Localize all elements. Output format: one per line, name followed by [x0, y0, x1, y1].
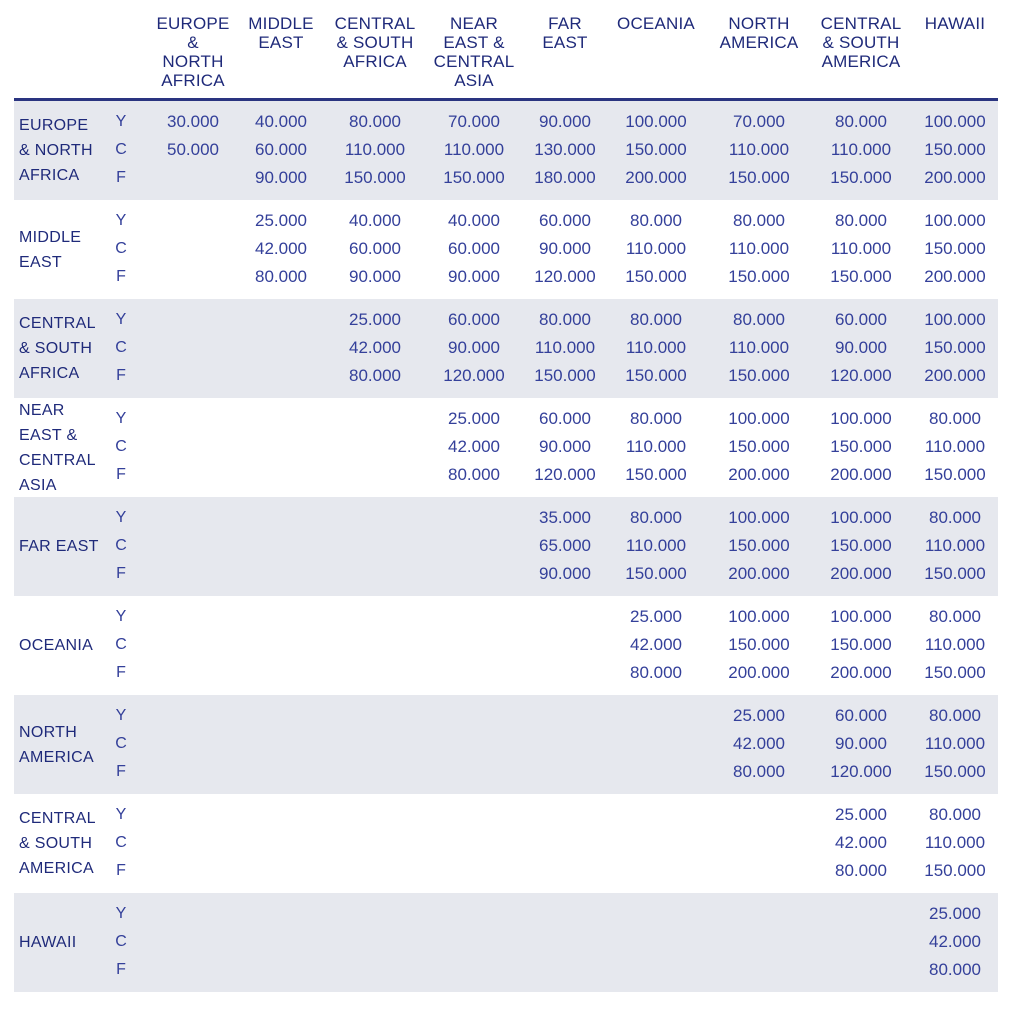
miles-value: 80.000	[835, 861, 887, 880]
column-header: CENTRAL & SOUTH AFRICA	[334, 14, 416, 71]
fare-class-label: Y	[115, 905, 127, 922]
miles-value: 150.000	[728, 536, 790, 555]
miles-value: 150.000	[830, 536, 892, 555]
miles-value: 110.000	[625, 239, 687, 258]
miles-value: 80.000	[539, 310, 591, 329]
miles-value: 90.000	[835, 734, 887, 753]
miles-value: 150.000	[728, 267, 790, 286]
miles-value: 80.000	[630, 508, 682, 527]
miles-value: 150.000	[625, 564, 687, 583]
miles-value: 42.000	[835, 833, 887, 852]
miles-value: 110.000	[924, 536, 986, 555]
miles-value: 60.000	[835, 706, 887, 725]
column-header: NORTH AMERICA	[719, 14, 799, 52]
miles-value: 42.000	[630, 635, 682, 654]
fare-class-label: F	[116, 763, 126, 780]
row-region-label: MIDDLE EAST	[19, 228, 82, 271]
miles-value: 80.000	[835, 211, 887, 230]
miles-value: 200.000	[728, 663, 790, 682]
miles-value: 40.000	[448, 211, 500, 230]
miles-value: 110.000	[728, 338, 790, 357]
miles-value: 65.000	[539, 536, 591, 555]
miles-value: 100.000	[625, 112, 687, 131]
miles-value: 200.000	[728, 564, 790, 583]
miles-value: 150.000	[830, 267, 892, 286]
miles-value: 25.000	[255, 211, 307, 230]
miles-value: 100.000	[728, 409, 790, 428]
miles-value: 200.000	[728, 465, 790, 484]
miles-value: 90.000	[539, 437, 591, 456]
miles-value: 110.000	[625, 536, 687, 555]
fare-class-label: F	[116, 268, 126, 285]
miles-value: 80.000	[349, 366, 401, 385]
miles-value: 90.000	[448, 338, 500, 357]
miles-value: 70.000	[448, 112, 500, 131]
row-region-label: NEAR EAST & CENTRAL ASIA	[19, 401, 96, 494]
miles-value: 200.000	[924, 267, 986, 286]
miles-value: 80.000	[630, 211, 682, 230]
miles-value: 150.000	[924, 663, 986, 682]
miles-value: 25.000	[630, 607, 682, 626]
miles-value: 90.000	[539, 564, 591, 583]
miles-value: 80.000	[255, 267, 307, 286]
fare-class-label: F	[116, 466, 126, 483]
miles-value: 150.000	[625, 366, 687, 385]
fare-class-label: F	[116, 862, 126, 879]
row-region-label: CENTRAL & SOUTH AMERICA	[19, 810, 96, 877]
miles-value: 80.000	[349, 112, 401, 131]
miles-value: 90.000	[835, 338, 887, 357]
fare-class-label: Y	[115, 410, 127, 427]
row-region-label: EUROPE & NORTH AFRICA	[19, 117, 93, 184]
miles-value: 50.000	[167, 140, 219, 159]
fare-class-label: F	[116, 565, 126, 582]
fare-class-label: Y	[115, 806, 127, 823]
row-region-label: NORTH AMERICA	[19, 723, 94, 766]
fare-class-label: Y	[115, 113, 127, 130]
miles-value: 120.000	[443, 366, 505, 385]
miles-value: 90.000	[539, 112, 591, 131]
miles-value: 150.000	[344, 168, 406, 187]
fare-class-label: Y	[115, 311, 127, 328]
miles-value: 200.000	[830, 663, 892, 682]
miles-value: 110.000	[625, 338, 687, 357]
row-region-label: FAR EAST	[19, 538, 99, 555]
fare-class-label: C	[115, 735, 127, 752]
miles-value: 80.000	[448, 465, 500, 484]
miles-value: 200.000	[830, 564, 892, 583]
miles-value: 100.000	[728, 607, 790, 626]
miles-value: 150.000	[830, 635, 892, 654]
miles-value: 100.000	[924, 310, 986, 329]
miles-value: 80.000	[630, 409, 682, 428]
miles-value: 150.000	[924, 465, 986, 484]
miles-value: 200.000	[625, 168, 687, 187]
fare-class-label: Y	[115, 707, 127, 724]
miles-value: 150.000	[830, 168, 892, 187]
miles-value: 60.000	[835, 310, 887, 329]
fare-class-label: F	[116, 961, 126, 978]
miles-value: 70.000	[733, 112, 785, 131]
fare-class-label: C	[115, 339, 127, 356]
miles-value: 110.000	[625, 437, 687, 456]
miles-value: 100.000	[830, 409, 892, 428]
miles-value: 150.000	[534, 366, 596, 385]
miles-value: 60.000	[448, 310, 500, 329]
row-region-label: CENTRAL & SOUTH AFRICA	[19, 315, 96, 382]
miles-value: 150.000	[728, 635, 790, 654]
miles-value: 25.000	[929, 904, 981, 923]
miles-value: 80.000	[630, 310, 682, 329]
miles-value: 150.000	[728, 366, 790, 385]
miles-value: 25.000	[835, 805, 887, 824]
fare-class-label: Y	[115, 212, 127, 229]
miles-value: 60.000	[448, 239, 500, 258]
miles-value: 80.000	[733, 310, 785, 329]
fare-class-label: C	[115, 438, 127, 455]
fare-class-label: F	[116, 169, 126, 186]
miles-value: 25.000	[349, 310, 401, 329]
miles-value: 150.000	[625, 140, 687, 159]
miles-value: 100.000	[830, 607, 892, 626]
miles-value: 80.000	[733, 762, 785, 781]
miles-value: 150.000	[728, 437, 790, 456]
miles-value: 110.000	[924, 635, 986, 654]
miles-value: 60.000	[349, 239, 401, 258]
miles-value: 80.000	[929, 960, 981, 979]
column-header: FAR EAST	[542, 14, 588, 52]
miles-value: 150.000	[924, 762, 986, 781]
miles-value: 100.000	[728, 508, 790, 527]
miles-value: 90.000	[255, 168, 307, 187]
fare-class-label: F	[116, 664, 126, 681]
row-region-label: HAWAII	[19, 934, 77, 951]
miles-value: 110.000	[728, 239, 790, 258]
miles-value: 80.000	[929, 607, 981, 626]
miles-value: 110.000	[344, 140, 406, 159]
miles-value: 110.000	[830, 140, 892, 159]
miles-value: 80.000	[733, 211, 785, 230]
miles-value: 200.000	[830, 465, 892, 484]
fare-class-label: C	[115, 636, 127, 653]
miles-value: 110.000	[443, 140, 505, 159]
miles-value: 150.000	[830, 437, 892, 456]
fare-class-label: Y	[115, 608, 127, 625]
miles-value: 80.000	[929, 409, 981, 428]
table-row	[14, 893, 998, 992]
miles-value: 120.000	[534, 267, 596, 286]
column-header: OCEANIA	[617, 14, 695, 33]
miles-value: 90.000	[448, 267, 500, 286]
miles-value: 80.000	[630, 663, 682, 682]
miles-value: 42.000	[733, 734, 785, 753]
miles-value: 130.000	[534, 140, 596, 159]
fare-class-label: C	[115, 834, 127, 851]
fare-class-label: C	[115, 537, 127, 554]
miles-value: 120.000	[534, 465, 596, 484]
miles-value: 100.000	[830, 508, 892, 527]
miles-value: 110.000	[924, 734, 986, 753]
miles-value: 110.000	[534, 338, 596, 357]
miles-value: 100.000	[924, 211, 986, 230]
miles-value: 120.000	[830, 762, 892, 781]
row-region-label: OCEANIA	[19, 637, 94, 654]
miles-value: 90.000	[539, 239, 591, 258]
miles-value: 180.000	[534, 168, 596, 187]
miles-value: 150.000	[924, 861, 986, 880]
miles-value: 150.000	[924, 338, 986, 357]
miles-value: 80.000	[835, 112, 887, 131]
miles-value: 110.000	[728, 140, 790, 159]
miles-value: 110.000	[830, 239, 892, 258]
miles-value: 42.000	[349, 338, 401, 357]
miles-value: 40.000	[255, 112, 307, 131]
miles-value: 60.000	[539, 211, 591, 230]
column-header: HAWAII	[924, 14, 986, 33]
miles-value: 200.000	[924, 168, 986, 187]
miles-value: 110.000	[924, 833, 986, 852]
fare-class-label: C	[115, 240, 127, 257]
miles-value: 150.000	[924, 239, 986, 258]
miles-value: 80.000	[929, 508, 981, 527]
miles-value: 42.000	[255, 239, 307, 258]
miles-value: 42.000	[929, 932, 981, 951]
column-header: EUROPE & NORTH AFRICA	[156, 14, 230, 90]
miles-value: 60.000	[255, 140, 307, 159]
miles-value: 80.000	[929, 706, 981, 725]
miles-value: 110.000	[924, 437, 986, 456]
miles-value: 25.000	[733, 706, 785, 725]
fare-class-label: C	[115, 933, 127, 950]
miles-value: 150.000	[443, 168, 505, 187]
miles-value: 150.000	[924, 564, 986, 583]
column-header: MIDDLE EAST	[248, 14, 314, 52]
miles-value: 120.000	[830, 366, 892, 385]
miles-value: 150.000	[728, 168, 790, 187]
column-header: CENTRAL & SOUTH AMERICA	[820, 14, 902, 71]
miles-value: 90.000	[349, 267, 401, 286]
miles-value: 42.000	[448, 437, 500, 456]
miles-value: 25.000	[448, 409, 500, 428]
miles-value: 150.000	[625, 465, 687, 484]
miles-value: 40.000	[349, 211, 401, 230]
fare-class-label: C	[115, 141, 127, 158]
miles-value: 200.000	[924, 366, 986, 385]
miles-value: 30.000	[167, 112, 219, 131]
miles-value: 150.000	[625, 267, 687, 286]
column-header: NEAR EAST & CENTRAL ASIA	[433, 14, 515, 90]
miles-value: 100.000	[924, 112, 986, 131]
miles-value: 80.000	[929, 805, 981, 824]
miles-value: 35.000	[539, 508, 591, 527]
miles-value: 60.000	[539, 409, 591, 428]
fare-class-label: Y	[115, 509, 127, 526]
miles-value: 150.000	[924, 140, 986, 159]
fare-class-label: F	[116, 367, 126, 384]
